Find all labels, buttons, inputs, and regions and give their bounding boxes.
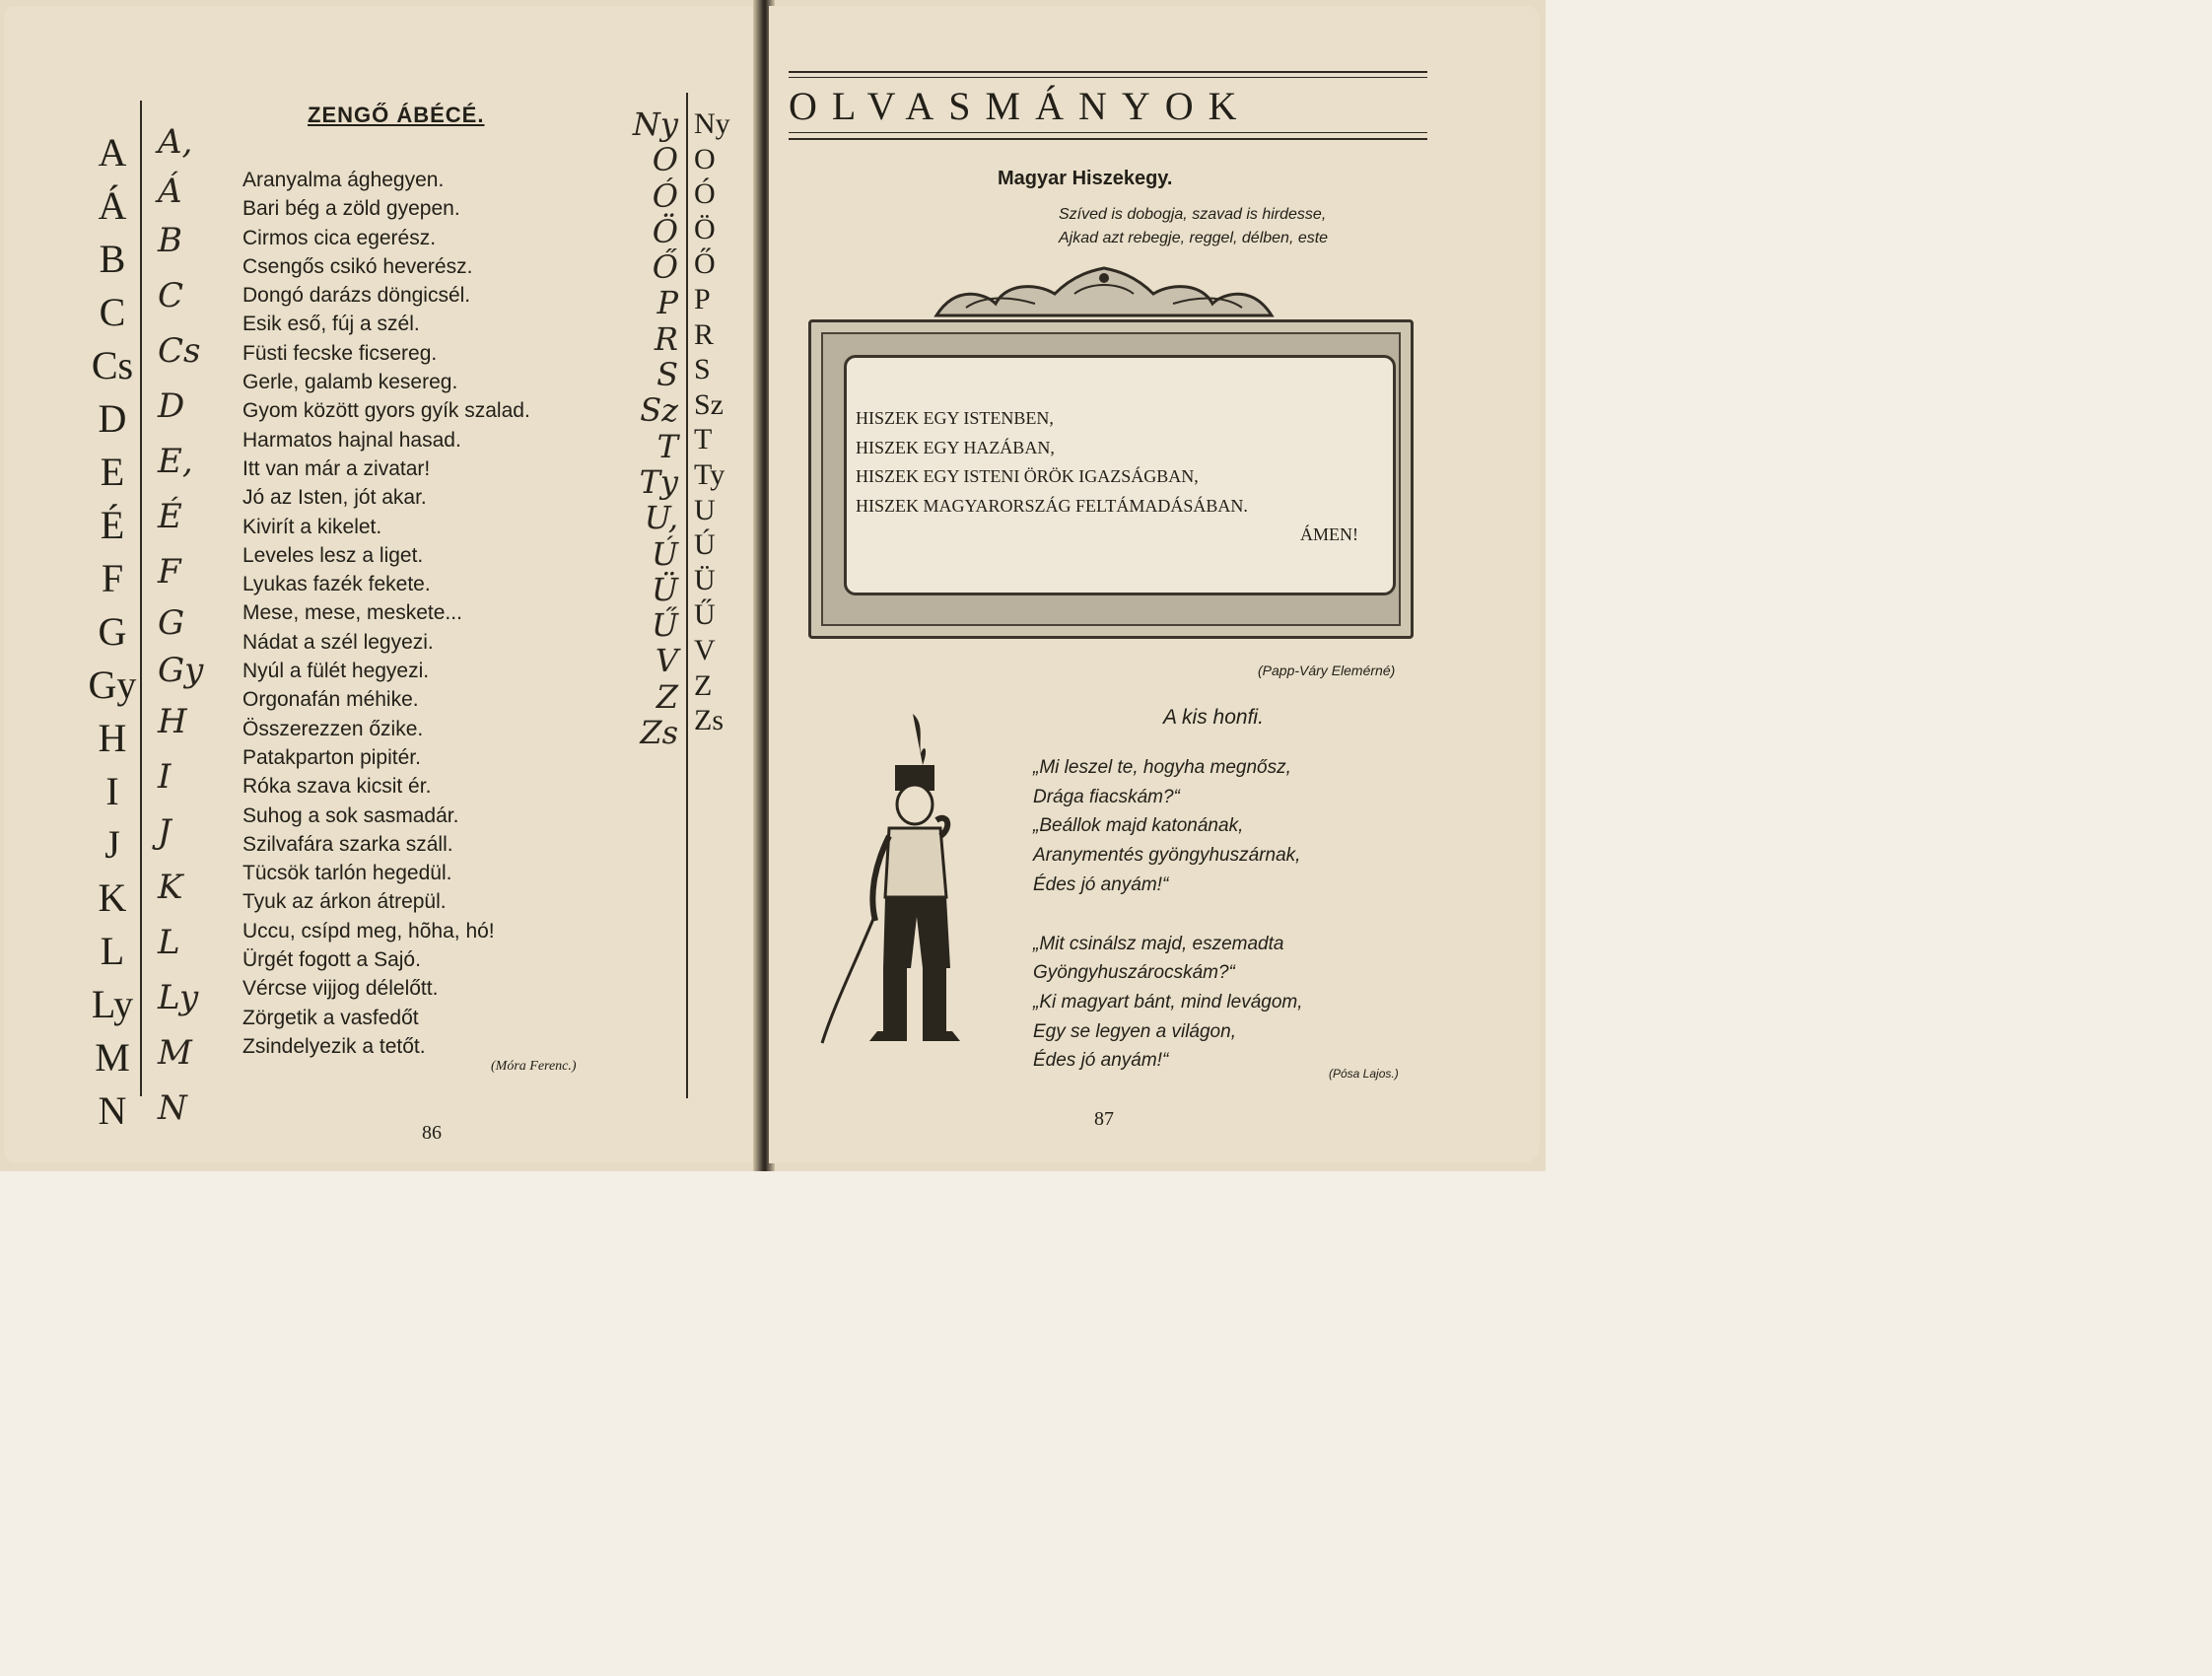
- hussar-boy-illustration: [814, 710, 972, 1051]
- verse-line: Esik eső, fúj a szél.: [242, 313, 420, 336]
- verse-line: Szilvafára szarka száll.: [242, 832, 453, 856]
- verse-line: Tücsök tarlón hegedül.: [242, 862, 452, 885]
- verse-line: Gyom között gyors gyík szalad.: [242, 399, 530, 423]
- capital-letter: Sz: [694, 387, 724, 421]
- motto-line: Ajkad azt rebegje, reggel, délben, este: [1059, 230, 1329, 246]
- capital-letter: S: [694, 353, 711, 386]
- poem-text: [1033, 753, 1447, 1076]
- creed-line: HISZEK EGY ISTENI ÖRÖK IGAZSÁGBAN,: [856, 466, 1199, 486]
- capital-letter: Á: [98, 183, 127, 228]
- poem-line: „Ki magyart bánt, mind levágom,: [1033, 991, 1303, 1013]
- verse-line: Lyukas fazék fekete.: [242, 573, 431, 596]
- script-letter: Cs: [158, 331, 201, 371]
- verse-line: Ürgét fogott a Sajó.: [242, 948, 421, 972]
- right-column-rule: [686, 93, 688, 1098]
- capital-letter: V: [694, 633, 716, 666]
- script-letter: P: [657, 284, 678, 322]
- capital-letter: M: [95, 1035, 130, 1080]
- capital-letter: Ü: [694, 563, 716, 596]
- script-letters-right: [609, 106, 678, 750]
- script-letter: E,: [158, 442, 193, 481]
- script-letter: C: [158, 276, 184, 315]
- capital-letter: Cs: [91, 343, 134, 387]
- capital-letter: H: [98, 716, 127, 760]
- capital-letter: T: [694, 423, 713, 456]
- page-number-right: 87: [1094, 1108, 1114, 1130]
- capital-letter: Ű: [694, 598, 716, 632]
- capital-letter: N: [98, 1088, 127, 1133]
- title-rule-bottom: [789, 138, 1427, 140]
- title-rule-top: [789, 71, 1427, 73]
- script-letter: R: [654, 319, 678, 358]
- capitals-left-column: [83, 126, 142, 1138]
- alphabet-verses: [242, 166, 607, 1061]
- script-letter: Ó: [652, 176, 678, 215]
- script-letter: V: [655, 642, 678, 680]
- script-letter: F: [158, 552, 181, 592]
- capital-letter: E: [100, 450, 125, 494]
- creed-text: [856, 404, 1368, 550]
- poem-title: A kis honfi.: [1163, 706, 1264, 729]
- section-title: OLVASMÁNYOK: [789, 84, 1252, 128]
- capital-letter: B: [99, 237, 126, 281]
- capital-letter: I: [105, 769, 119, 813]
- capital-letter: P: [694, 282, 711, 315]
- poem-line: Gyöngyhuszárocskám?“: [1033, 962, 1235, 984]
- script-letter: M: [158, 1033, 192, 1073]
- verse-line: Nádat a szél legyezi.: [242, 630, 434, 654]
- poem-line: „Mit csinálsz majd, eszemadta: [1033, 933, 1284, 954]
- capital-letter: Ny: [694, 107, 730, 140]
- verse-line: Jó az Isten, jót akar.: [242, 486, 427, 510]
- creed-amen: ÁMEN!: [1300, 524, 1358, 544]
- capital-letter: O: [694, 142, 716, 175]
- verse-line: Suhog a sok sasmadár.: [242, 803, 459, 827]
- creed-line: HISZEK EGY ISTENBEN,: [856, 408, 1054, 428]
- verse-line: Zsindelyezik a tetőt.: [242, 1034, 426, 1058]
- script-letter: D: [158, 386, 185, 426]
- capital-letter: Ő: [694, 247, 716, 281]
- verse-line: Kivirít a kikelet.: [242, 515, 382, 538]
- script-letter: N: [158, 1088, 187, 1128]
- frame-ornament-icon: [927, 264, 1281, 327]
- poem-line: „Beállok majd katonának,: [1033, 815, 1244, 837]
- capital-letter: A: [98, 130, 127, 175]
- script-letter: Sz: [640, 391, 678, 430]
- capital-letter: G: [98, 609, 127, 654]
- script-letters-left: [158, 114, 246, 1136]
- script-letter: Ö: [652, 212, 678, 250]
- script-letter: J: [158, 812, 172, 852]
- script-letter: Ny: [632, 105, 678, 143]
- script-letter: T: [657, 427, 678, 465]
- verse-line: Tyuk az árkon átrepül.: [242, 890, 447, 914]
- title-rule-top-thin: [789, 77, 1427, 78]
- script-letter: Ly: [158, 978, 199, 1017]
- verse-line: Vércse vijjog délelőtt.: [242, 977, 439, 1001]
- script-letter: É: [158, 497, 182, 536]
- verse-line: Uccu, csípd meg, hõha, hó!: [242, 919, 495, 943]
- script-letter: Z: [656, 677, 678, 716]
- capital-letter: Z: [694, 668, 713, 702]
- book-spread: [0, 0, 1546, 1171]
- verse-line: Harmatos hajnal hasad.: [242, 428, 461, 452]
- capital-letter: F: [101, 556, 124, 600]
- verse-line: Orgonafán méhike.: [242, 688, 419, 712]
- script-letter: B: [158, 221, 182, 260]
- verse-line: Itt van már a zivatar!: [242, 456, 431, 480]
- capital-letter: L: [100, 929, 125, 973]
- script-letter: U,: [644, 499, 678, 537]
- poem-line: Aranymentés gyöngyhuszárnak,: [1033, 845, 1301, 867]
- script-letter: S: [657, 356, 678, 394]
- title-rule-bottom-thin: [789, 132, 1427, 133]
- author-credit: (Pósa Lajos.): [1329, 1067, 1399, 1081]
- verse-line: Gerle, galamb kesereg.: [242, 371, 458, 394]
- verse-line: Dongó darázs döngicsél.: [242, 284, 471, 308]
- capital-letter: Ty: [694, 457, 726, 491]
- verse-line: Cirmos cica egerész.: [242, 226, 437, 249]
- poem-line: Drága fiacskám?“: [1033, 786, 1180, 807]
- verse-line: Összerezzen őzike.: [242, 717, 424, 740]
- verse-line: Patakparton pipitér.: [242, 745, 421, 769]
- script-letter: Ú: [652, 534, 678, 573]
- poem-line: Édes jó anyám!“: [1033, 873, 1169, 895]
- capital-letter: J: [104, 822, 120, 867]
- script-letter: K: [158, 868, 183, 907]
- script-letter: O: [652, 141, 678, 179]
- author-credit: (Móra Ferenc.): [491, 1059, 577, 1074]
- script-letter: Zs: [640, 714, 678, 752]
- capital-letter: Ö: [694, 212, 716, 245]
- motto: [1059, 203, 1433, 250]
- poem-line: Édes jó anyám!“: [1033, 1050, 1169, 1072]
- capital-letter: É: [100, 503, 125, 547]
- page-title: ZENGŐ ÁBÉCÉ.: [308, 103, 485, 127]
- capital-letter: Ú: [694, 528, 716, 562]
- verse-line: Füsti fecske ficsereg.: [242, 341, 438, 365]
- page-number-left: 86: [422, 1122, 442, 1144]
- creed-line: HISZEK EGY HAZÁBAN,: [856, 437, 1055, 457]
- motto-line: Szíved is dobogja, szavad is hirdesse,: [1059, 206, 1327, 223]
- poem-title: Magyar Hiszekegy.: [998, 168, 1173, 189]
- verse-line: Zörgetik a vasfedőt: [242, 1006, 419, 1029]
- script-letter: Gy: [158, 651, 204, 690]
- capital-letter: Ó: [694, 177, 716, 211]
- script-letter: G: [158, 603, 185, 643]
- verse-line: Róka szava kicsit ér.: [242, 775, 432, 799]
- stanza-gap: [1033, 900, 1447, 930]
- script-letter: Ü: [652, 570, 678, 608]
- script-letter: I: [158, 757, 172, 797]
- capital-letter: D: [98, 396, 127, 441]
- capital-letter: Ly: [91, 982, 134, 1026]
- verse-line: Nyúl a fülét hegyezi.: [242, 660, 430, 683]
- capital-letter: R: [694, 317, 715, 351]
- script-letter: Ő: [652, 248, 678, 287]
- script-letter: H: [158, 702, 187, 741]
- verse-line: Mese, mese, meskete...: [242, 601, 462, 625]
- verse-line: Aranyalma ághegyen.: [242, 169, 445, 191]
- verse-line: Leveles lesz a liget.: [242, 543, 424, 567]
- script-letter: A,: [158, 122, 193, 162]
- author-credit: (Papp-Váry Elemérné): [1258, 663, 1396, 678]
- verse-line: Csengős csikó heverész.: [242, 254, 473, 278]
- script-letter: Ű: [652, 606, 678, 645]
- capital-letter: C: [99, 290, 126, 334]
- creed-line: HISZEK MAGYARORSZÁG FELTÁMADÁSÁBAN.: [856, 495, 1248, 516]
- capitals-right-column: [694, 106, 755, 738]
- capital-letter: Gy: [88, 663, 137, 707]
- poem-line: „Mi leszel te, hogyha megnősz,: [1033, 757, 1291, 778]
- poem-line: Egy se legyen a világon,: [1033, 1020, 1236, 1042]
- capital-letter: Zs: [694, 704, 724, 737]
- capital-letter: U: [694, 493, 716, 526]
- script-letter: L: [158, 923, 180, 962]
- verse-line: Bari bég a zöld gyepen.: [242, 197, 460, 221]
- script-letter: Ty: [639, 462, 678, 501]
- capital-letter: K: [98, 875, 127, 920]
- script-letter: Á: [158, 172, 182, 211]
